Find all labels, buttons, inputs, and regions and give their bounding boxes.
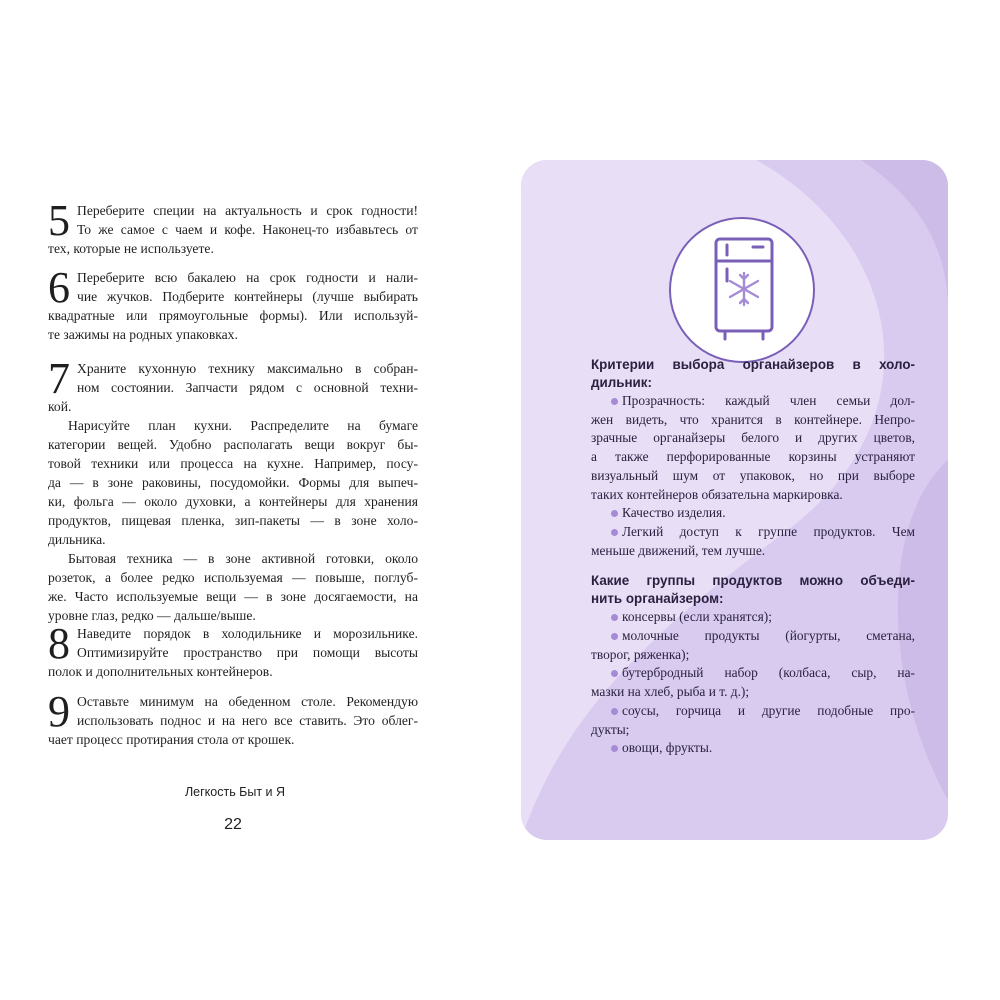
step-text-line: чает процесс протирания стола от крошек. [48, 732, 295, 747]
list-item [591, 504, 915, 523]
list-item-line: мазки на хлеб, рыба и т. д.); [591, 684, 750, 700]
section1-heading: дильник: [591, 375, 652, 390]
page-number: 22 [224, 816, 242, 833]
step-text-line: Храните кухонную технику максимально в собран- [77, 361, 418, 376]
paragraph-line: дильника. [48, 532, 106, 547]
step-text-line: То же самое с чаем и кофе. Наконец-то избавьтесь от [77, 222, 418, 237]
step-9 [48, 687, 418, 749]
step-text-line: квадратные или прямоугольные формы). Или используй- [48, 308, 418, 323]
step-text-line: Наведите порядок в холодильнике и морозильнике. [77, 626, 418, 641]
list-item [591, 702, 915, 721]
list-item-text: соусы, горчица и другие подобные про- [622, 702, 915, 718]
paragraph-line: категории вещей. Удобно располагать вещи вокруг бы- [48, 437, 418, 452]
list-item-line: дукты; [591, 721, 630, 737]
bullet-icon [611, 510, 618, 517]
step-number: 5 [48, 196, 70, 245]
list-item-text: овощи, фрукты. [622, 740, 713, 756]
section1-heading: Критерии выбора органайзеров в холо- [591, 357, 915, 372]
paragraph-line: уровне глаз, редко — дальше/выше. [48, 608, 256, 623]
list-item [591, 739, 915, 758]
step-number: 7 [48, 354, 70, 403]
list-item-line: творог, ряженка); [591, 646, 690, 662]
paragraph-line: товой техники или процесса на кухне. Например, посу- [48, 456, 418, 471]
list-item-text: Прозрачность: каждый член семьи дол- [622, 393, 915, 408]
list-item-line: визуальный шум от упаковок, но при выборе [591, 467, 915, 483]
list-item [591, 392, 915, 411]
paragraph-line: ки, фольга — около духовки, а контейнеры для хранения [48, 494, 418, 509]
list-item-line: а также перфорированные корзины устраняют [591, 449, 915, 465]
step-8 [48, 619, 418, 681]
step-text-line: тех, которые не используете. [48, 241, 214, 256]
section2-heading: Какие группы продуктов можно объеди- [591, 573, 915, 589]
fridge-snowflake-icon [669, 217, 815, 363]
step-text-line: те зажимы на родных упаковках. [48, 327, 238, 342]
step-text-line: ном состоянии. Запчасти рядом с основной техни- [77, 380, 418, 395]
paragraph-line: Нарисуйте план кухни. Распределите на бумаге [68, 418, 418, 433]
paragraph-line: да — в зоне раковины, посудомойки. Формы для выпеч- [48, 475, 418, 490]
step-5 [48, 196, 418, 258]
paragraph-line: Бытовая техника — в зоне активной готовки, около [68, 551, 418, 566]
list-item [591, 523, 915, 542]
step-text-line: полок и дополнительных контейнеров. [48, 664, 273, 679]
step-text-line: Переберите специи на актуальность и срок годности! [77, 203, 418, 218]
section2-heading: нить органайзером: [591, 591, 724, 607]
list-item-text: консервы (если хранятся); [622, 609, 772, 625]
list-item-line: меньше движений, тем лучше. [591, 542, 766, 558]
step-6 [48, 263, 418, 344]
list-item-text: бутербродный набор (колбаса, сыр, на- [622, 665, 915, 681]
card-content [591, 356, 915, 758]
bullet-icon [611, 529, 618, 536]
paragraph-line: розеток, а более редко используемая — повыше, поглуб- [48, 570, 418, 585]
info-card [521, 160, 948, 840]
list-item-text: молочные продукты (йогурты, сметана, [622, 628, 915, 644]
bullet-icon [611, 614, 618, 621]
step-number: 8 [48, 619, 70, 668]
step-text-line: использовать поднос и на него все ставить. Это облег- [77, 713, 418, 728]
step-text-line: чие жучков. Подберите контейнеры (лучше выбирать [77, 289, 418, 304]
step-text-line: Переберите всю бакалею на срок годности и нали- [77, 270, 418, 285]
bullet-icon [611, 398, 618, 405]
list-item-line: таких контейнеров обязательна маркировка. [591, 486, 843, 502]
step-7 [48, 354, 418, 625]
step-text-line: Оставьте минимум на обеденном столе. Рекомендую [77, 694, 418, 709]
step-number: 6 [48, 263, 70, 312]
bullet-icon [611, 745, 618, 752]
list-item [591, 664, 915, 683]
list-item [591, 627, 915, 646]
step-number: 9 [48, 687, 70, 736]
paragraph-line: же. Часто используемые вещи — в зоне досягаемости, на [48, 589, 418, 604]
list-item-line: жен видеть, что хранится в контейнере. Непро- [591, 411, 915, 427]
step-text-line: кой. [48, 399, 72, 414]
footer-book-title: Легкость Быт и Я [184, 785, 286, 799]
list-item-text: Качество изделия. [622, 505, 726, 521]
fridge-icon-svg [671, 219, 813, 361]
bullet-icon [611, 708, 618, 715]
dark-shape-top [861, 160, 948, 310]
paragraph-line: продуктов, пищевая пленка, зип-пакеты — в зоне холо- [48, 513, 418, 528]
list-item-text: Легкий доступ к группе продуктов. Чем [622, 523, 915, 539]
list-item [591, 608, 915, 627]
step-text-line: Оптимизируйте пространство при помощи высоты [77, 645, 418, 660]
bullet-icon [611, 670, 618, 677]
bullet-icon [611, 633, 618, 640]
list-item-line: зрачные органайзеры белого и других цветов, [591, 430, 915, 446]
